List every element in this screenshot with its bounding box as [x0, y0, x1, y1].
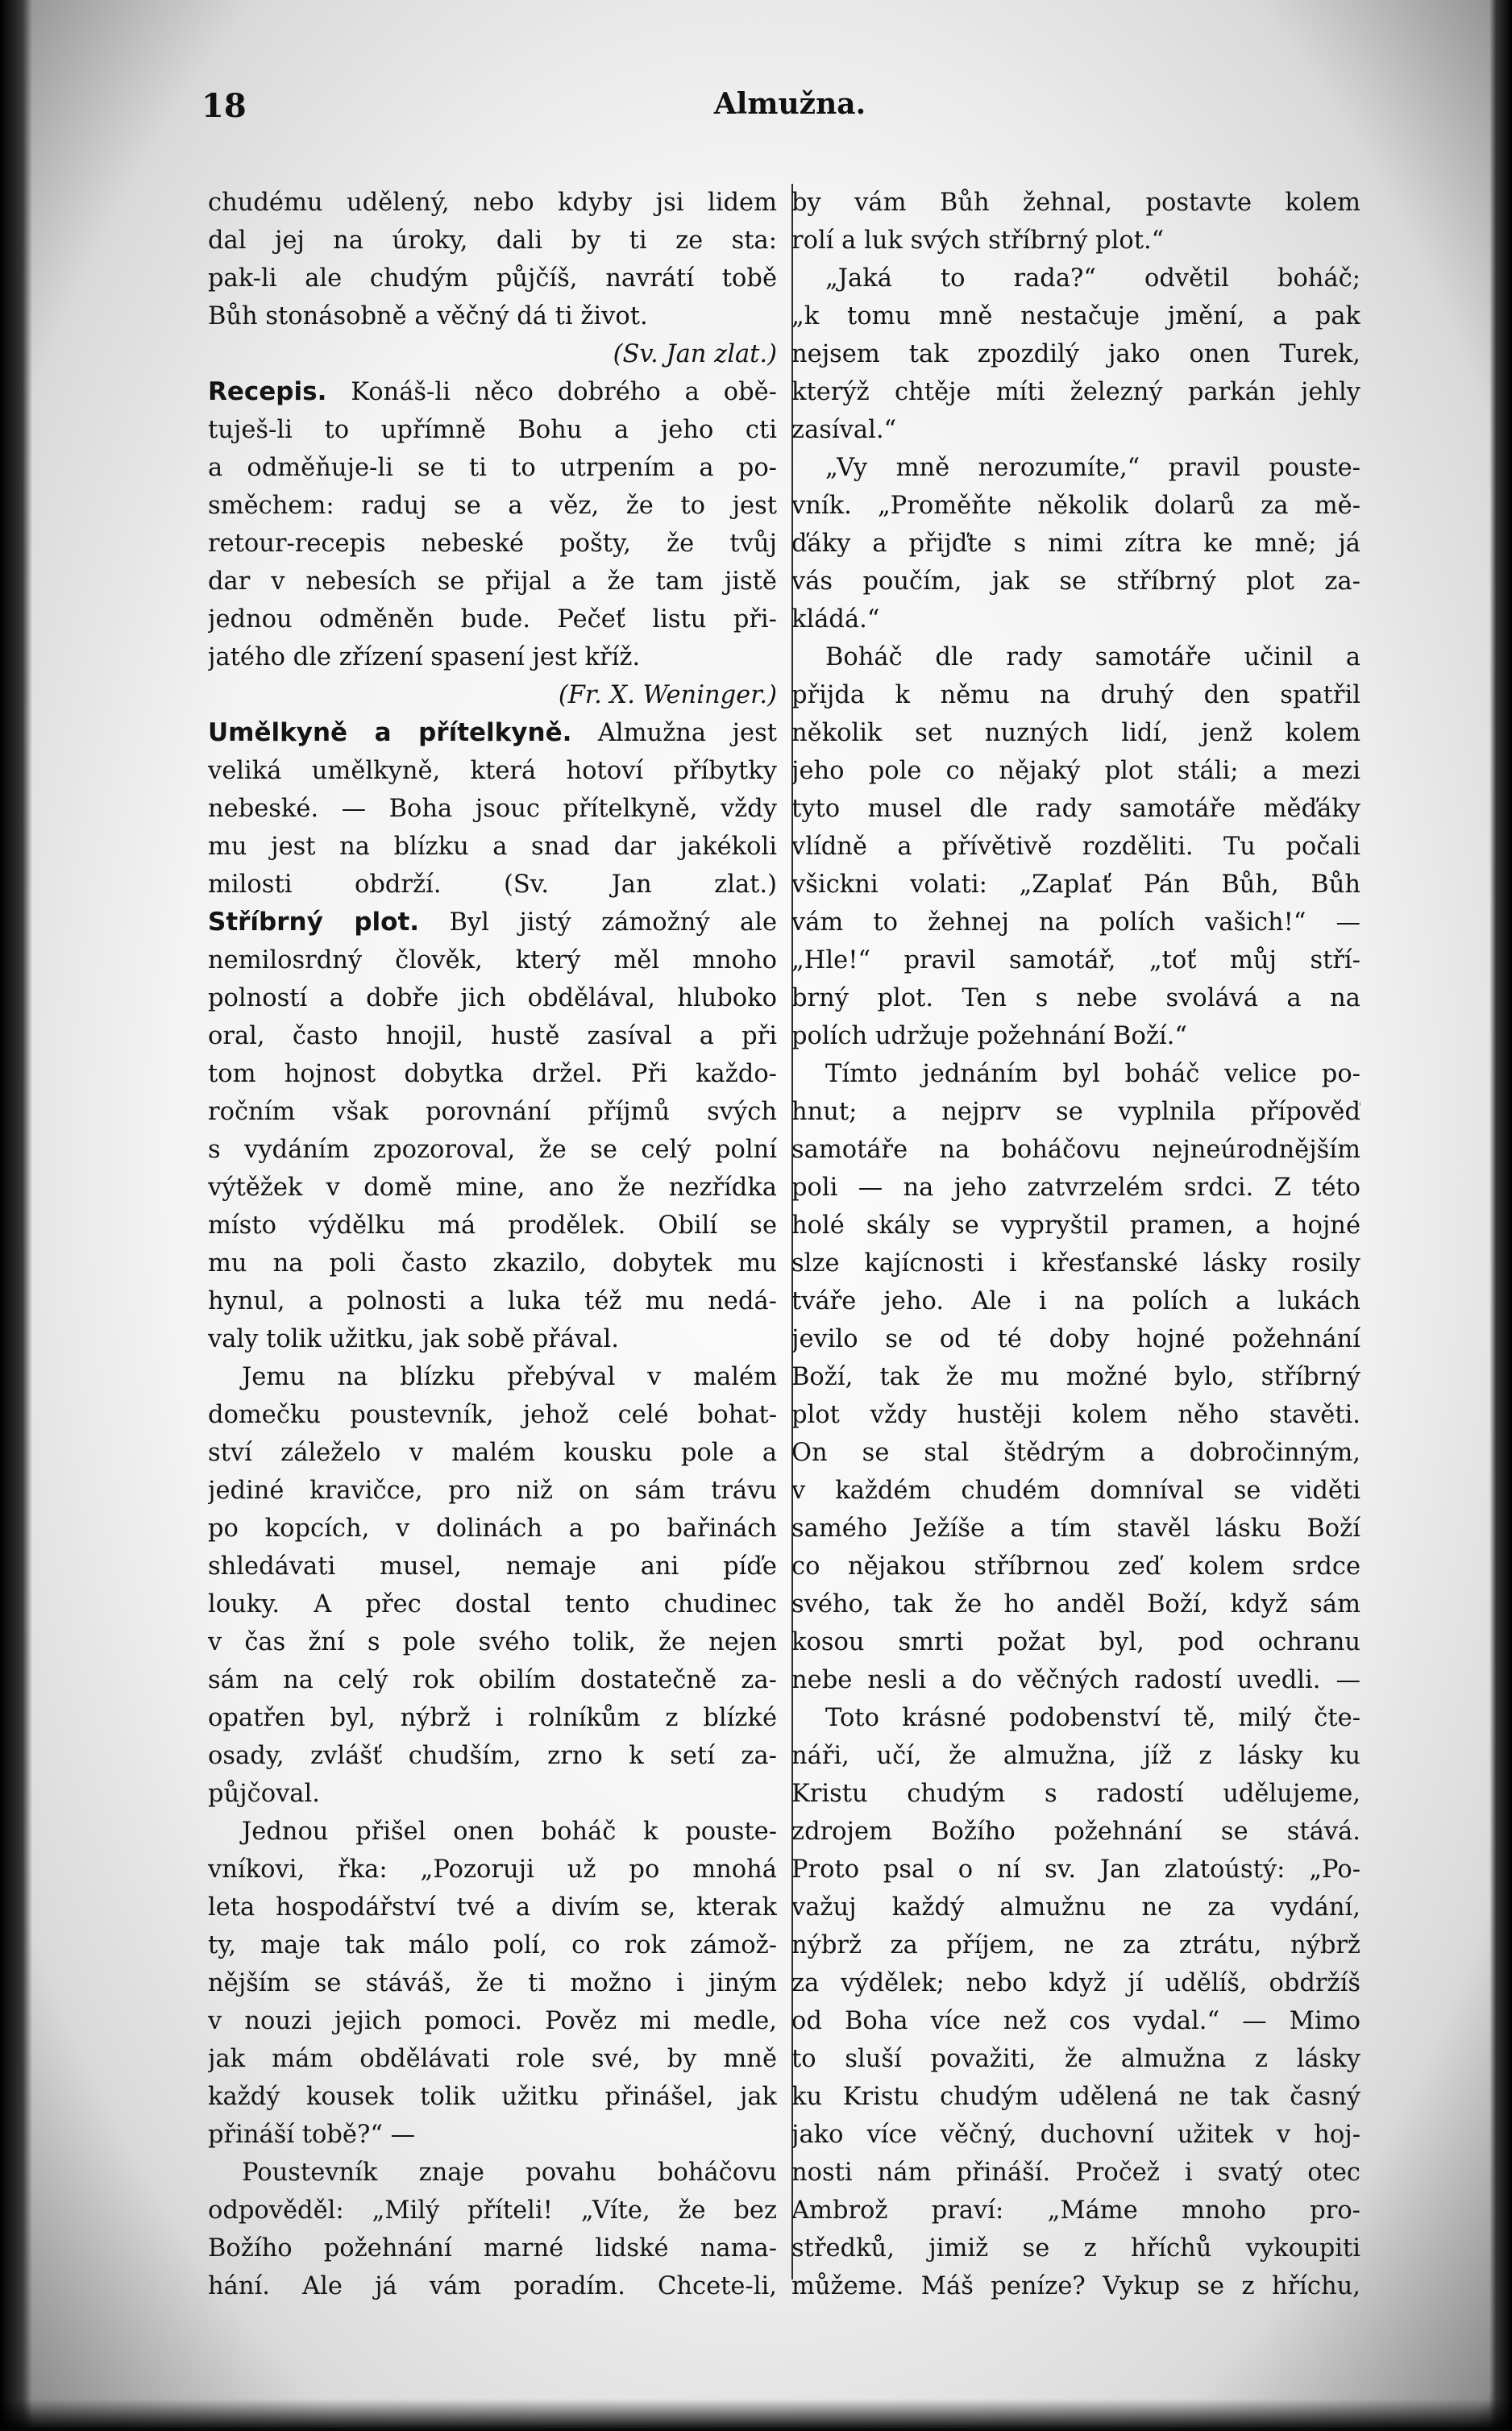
line-text: tuješ-li to upřímně Bohu a jeho cti — [208, 416, 777, 444]
text-line — [791, 1245, 1360, 1282]
line-text: směchem: raduj se a věz, že to jest — [208, 492, 777, 520]
line-text: „Jaká to rada?“ odvětil boháč; — [825, 264, 1360, 293]
line-text: louky. A přec dostal tento chudinec — [208, 1590, 777, 1619]
line-text: přináší tobě?“ — — [208, 2121, 416, 2149]
running-head — [201, 87, 1378, 127]
text-line — [791, 1434, 1360, 1472]
line-text: polích udržuje požehnání Boží.“ — [791, 1022, 1187, 1050]
text-line — [791, 373, 1360, 411]
line-text: „k tomu mně nestačuje jmění, a pak — [791, 302, 1360, 330]
text-line — [208, 941, 777, 979]
line-text: odpověděl: „Milý příteli! „Víte, že bez — [208, 2196, 777, 2225]
text-line — [791, 600, 1360, 638]
line-text: vníkovi, řka: „Pozoruji už po mnohá — [208, 1855, 777, 1884]
text-line — [791, 1169, 1360, 1207]
text-line — [208, 1055, 777, 1093]
text-line — [208, 335, 777, 373]
line-text: Boháč dle rady samotáře učinil a — [825, 643, 1360, 671]
text-line — [791, 1699, 1360, 1737]
text-line — [791, 2192, 1360, 2229]
text-line — [791, 2116, 1360, 2154]
text-line — [791, 2154, 1360, 2192]
line-text: kosou smrti požat byl, pod ochranu — [791, 1628, 1360, 1656]
text-line — [208, 1851, 777, 1889]
text-line — [791, 1623, 1360, 1661]
text-line — [791, 411, 1360, 449]
line-text: zdrojem Božího požehnání se stává. — [791, 1818, 1360, 1846]
text-line — [791, 2002, 1360, 2040]
line-text: On se stal štědrým a dobročinným, — [791, 1439, 1360, 1467]
attribution: (Fr. X. Weninger.) — [558, 681, 777, 709]
line-text: co nějakou stříbrnou zeď kolem srdce — [791, 1552, 1360, 1581]
text-line — [791, 790, 1360, 828]
line-text: hynul, a polnosti a luka též mu nedá- — [208, 1287, 777, 1315]
text-line — [791, 1017, 1360, 1055]
text-line — [208, 1813, 777, 1851]
text-line — [791, 941, 1360, 979]
line-text: važuj každý almužnu ne za vydání, — [791, 1893, 1360, 1922]
line-text: valy tolik užitku, jak sobě přával. — [208, 1325, 619, 1353]
text-line — [208, 600, 777, 638]
line-text: milosti obdrží. (Sv. Jan zlat.) — [208, 871, 777, 899]
text-line — [208, 2116, 777, 2154]
text-line — [791, 1775, 1360, 1813]
line-text: jatého dle zřízení spasení jest kříž. — [208, 643, 641, 671]
text-line — [791, 1131, 1360, 1169]
line-text: Poustevník znaje povahu boháčovu — [242, 2159, 777, 2187]
text-line — [791, 260, 1360, 297]
text-line — [208, 525, 777, 563]
line-text: v nouzi jejich pomoci. Pověz mi medle, — [208, 2007, 777, 2035]
line-text: nebeské. — Boha jsouc přítelkyně, vždy — [208, 795, 777, 823]
text-line — [208, 638, 777, 676]
text-line — [208, 1889, 777, 1926]
section-heading: Recepis. — [208, 377, 327, 406]
line-text: vás poučím, jak se stříbrný plot za- — [791, 567, 1360, 596]
line-text: Toto krásné podobenství tě, milý čte- — [825, 1704, 1360, 1732]
text-line — [208, 2040, 777, 2078]
line-text: dal jej na úroky, dali by ti ze sta: — [208, 226, 777, 255]
line-text: Proto psal o ní sv. Jan zlatoústý: „Po- — [791, 1855, 1360, 1884]
section-heading: Umělkyně a přítelkyně. — [208, 718, 572, 747]
line-text: shledávati musel, nemaje ani píďe — [208, 1552, 777, 1581]
text-line — [208, 1472, 777, 1510]
running-title: Almužna. — [713, 87, 866, 121]
line-text: Bůh stonásobně a věčný dá ti život. — [208, 302, 648, 330]
text-line — [208, 1169, 777, 1207]
line-text: několik set nuzných lidí, jenž kolem — [791, 719, 1360, 747]
line-text: ty, maje tak málo polí, co rok zámož- — [208, 1931, 777, 1959]
line-text: středků, jimiž se z hříchů vykoupiti — [791, 2234, 1360, 2263]
text-line — [791, 1661, 1360, 1699]
line-text: každý kousek tolik užitku přinášel, jak — [208, 2083, 777, 2111]
text-line — [208, 2002, 777, 2040]
line-text: Božího požehnání marné lidské nama- — [208, 2234, 777, 2263]
text-line — [791, 866, 1360, 904]
line-text: nějším se stáváš, že ti možno i jiným — [208, 1969, 777, 1997]
text-line — [208, 373, 777, 411]
text-line — [791, 449, 1360, 487]
line-text: od Boha více než cos vydal.“ — Mimo — [791, 2007, 1360, 2035]
text-line — [208, 297, 777, 335]
line-text: by vám Bůh žehnal, postavte kolem — [791, 189, 1360, 217]
text-line — [208, 2078, 777, 2116]
line-text: mu na poli často zkazilo, dobytek mu — [208, 1249, 777, 1278]
text-line — [791, 1055, 1360, 1093]
line-text: tom hojnost dobytka držel. Při každo- — [208, 1060, 777, 1088]
line-text: sám na celý rok obilím dostatečně za- — [208, 1666, 777, 1694]
text-line — [208, 1282, 777, 1320]
text-line — [208, 2229, 777, 2267]
text-line — [791, 1396, 1360, 1434]
text-line — [208, 1207, 777, 1245]
text-line — [791, 638, 1360, 676]
text-line — [208, 1926, 777, 1964]
line-text: Kristu chudým s radostí udělujeme, — [791, 1780, 1360, 1808]
line-text: půjčoval. — [208, 1780, 320, 1808]
line-text: Konáš-li něco dobrého a obě- — [326, 378, 777, 406]
text-line — [208, 1320, 777, 1358]
line-text: Tímto jednáním byl boháč velice po- — [825, 1060, 1360, 1088]
text-line — [208, 487, 777, 525]
line-text: kládá.“ — [791, 605, 880, 634]
text-line — [208, 1131, 777, 1169]
line-text: Jemu na blízku přebýval v malém — [242, 1363, 777, 1391]
line-text: v čas žní s pole svého tolik, že nejen — [208, 1628, 777, 1656]
text-line — [208, 1434, 777, 1472]
text-line — [791, 828, 1360, 866]
line-text: domečku poustevník, jehož celé bohat- — [208, 1401, 777, 1429]
text-line — [791, 222, 1360, 260]
text-line — [208, 752, 777, 790]
text-line — [208, 563, 777, 600]
line-text: polností a dobře jich obdělával, hluboko — [208, 984, 777, 1012]
text-line — [791, 1585, 1360, 1623]
text-line — [791, 2229, 1360, 2267]
line-text: hnut; a nejprv se vyplnila přípověď — [791, 1098, 1360, 1126]
line-text: Byl jistý zámožný ale — [419, 908, 777, 937]
line-text: brný plot. Ten s nebe svolává a na — [791, 984, 1360, 1012]
line-text: samotáře na boháčovu nejneúrodnějším — [791, 1136, 1360, 1164]
text-line — [208, 1661, 777, 1699]
line-text: poli — na jeho zatvrzelém srdci. Z této — [791, 1174, 1360, 1202]
line-text: s vydáním zpozoroval, že se celý polní — [208, 1136, 777, 1164]
line-text: zasíval.“ — [791, 416, 897, 444]
text-line — [791, 1282, 1360, 1320]
line-text: tyto musel dle rady samotáře měďáky — [791, 795, 1360, 823]
text-line — [208, 1775, 777, 1813]
page-edge-bottom — [0, 2399, 1512, 2431]
text-line — [791, 1926, 1360, 1964]
line-text: samého Ježíše a tím stavěl lásku Boží — [791, 1515, 1360, 1543]
line-text: hání. Ale já vám poradím. Chcete-li, — [208, 2272, 777, 2300]
text-line — [208, 222, 777, 260]
line-text: mu jest na blízku a snad dar jakékoli — [208, 833, 777, 861]
text-line — [791, 1889, 1360, 1926]
line-text: nejsem tak zpozdilý jako onen Turek, — [791, 340, 1360, 368]
line-text: výtěžek v domě mine, ano že nezřídka — [208, 1174, 777, 1202]
line-text: místo výdělku má prodělek. Obilí se — [208, 1211, 777, 1240]
text-line — [208, 1737, 777, 1775]
line-text: vám to žehnej na polích vašich!“ — — [791, 908, 1360, 937]
text-line — [208, 904, 777, 941]
line-text: slze kajícnosti i křesťanské lásky rosily — [791, 1249, 1360, 1278]
line-text: tváře jeho. Ale i na polích a lukách — [791, 1287, 1360, 1315]
line-text: jak mám obdělávati role své, by mně — [208, 2045, 777, 2073]
line-text: rolí a luk svých stříbrný plot.“ — [791, 226, 1165, 255]
text-line — [791, 1207, 1360, 1245]
line-text: náři, učí, že almužna, jíž z lásky ku — [791, 1742, 1360, 1770]
text-line — [791, 1737, 1360, 1775]
text-line — [208, 1964, 777, 2002]
line-text: svého, tak že ho anděl Boží, když sám — [791, 1590, 1360, 1619]
line-text: Almužna jest — [571, 719, 777, 747]
line-text: jediné kravičce, pro niž on sám trávu — [208, 1477, 777, 1505]
line-text: po kopcích, v dolinách a po bařinách — [208, 1515, 777, 1543]
text-line — [791, 525, 1360, 563]
line-text: kterýž chtěje míti železný parkán jehly — [791, 378, 1360, 406]
text-line — [791, 184, 1360, 222]
text-line — [208, 1623, 777, 1661]
text-line — [791, 1964, 1360, 2002]
text-line — [208, 1699, 777, 1737]
text-line — [208, 1548, 777, 1585]
line-text: ročním však porovnání příjmů svých — [208, 1098, 777, 1126]
page-number: 18 — [201, 87, 247, 125]
line-text: vlídně a přívětivě rozděliti. Tu počali — [791, 833, 1360, 861]
text-line — [791, 1358, 1360, 1396]
page-edge-left — [0, 0, 32, 2431]
left-column — [208, 184, 777, 2305]
line-text: retour-recepis nebeské pošty, že tvůj — [208, 530, 777, 558]
line-text: přijda k němu na druhý den spatřil — [791, 681, 1360, 709]
line-text: chudému udělený, nebo kdyby jsi lidem — [208, 189, 777, 217]
text-line — [208, 979, 777, 1017]
line-text: Ambrož praví: „Máme mnoho pro- — [791, 2196, 1360, 2225]
line-text: nemilosrdný člověk, který měl mnoho — [208, 946, 777, 974]
text-line — [791, 979, 1360, 1017]
line-text: osady, zvlášť chudším, zrno k setí za- — [208, 1742, 777, 1770]
line-text: to sluší považiti, že almužna z lásky — [791, 2045, 1360, 2073]
text-line — [208, 2154, 777, 2192]
line-text: a odměňuje-li se ti to utrpením a po- — [208, 454, 777, 482]
text-line — [791, 2078, 1360, 2116]
text-line — [208, 260, 777, 297]
line-text: „Vy mně nerozumíte,“ pravil pouste- — [825, 454, 1360, 482]
line-text: jeho pole co nějaký plot stáli; a mezi — [791, 757, 1360, 785]
text-line — [791, 676, 1360, 714]
line-text: jednou odměněn bude. Pečeť listu při- — [208, 605, 777, 634]
line-text: veliká umělkyně, která hotoví příbytky — [208, 757, 777, 785]
line-text: jevilo se od té doby hojné požehnání — [791, 1325, 1360, 1353]
line-text: oral, často hnojil, hustě zasíval a při — [208, 1022, 777, 1050]
line-text: dar v nebesích se přijal a že tam jistě — [208, 567, 777, 596]
line-text: můžeme. Máš peníze? Vykup se z hříchu, — [791, 2272, 1360, 2300]
line-text: pak-li ale chudým půjčíš, navrátí tobě — [208, 264, 777, 293]
line-text: ku Kristu chudým udělená ne tak časný — [791, 2083, 1360, 2111]
text-line — [791, 297, 1360, 335]
text-line — [208, 184, 777, 222]
line-text: v každém chudém domníval se viděti — [791, 1477, 1360, 1505]
line-text: Boží, tak že mu možné bylo, stříbrný — [791, 1363, 1360, 1391]
text-line — [791, 1093, 1360, 1131]
text-line — [791, 752, 1360, 790]
text-line — [208, 1585, 777, 1623]
text-line — [208, 1017, 777, 1055]
text-line — [208, 1396, 777, 1434]
page-edge-right — [1489, 0, 1512, 2431]
text-line — [208, 866, 777, 904]
text-line — [791, 1548, 1360, 1585]
text-line — [208, 828, 777, 866]
text-line — [208, 449, 777, 487]
text-line — [791, 563, 1360, 600]
text-line — [208, 2267, 777, 2305]
text-line — [791, 1320, 1360, 1358]
section-heading: Stříbrný plot. — [208, 908, 420, 937]
line-text: opatřen byl, nýbrž i rolníkům z blízké — [208, 1704, 777, 1732]
line-text: nebe nesli a do věčných radostí uvedli. — — [791, 1666, 1360, 1694]
line-text: jako více věčný, duchovní užitek v hoj- — [791, 2121, 1360, 2149]
text-line — [208, 714, 777, 752]
line-text: plot vždy hustěji kolem něho stavěti. — [791, 1401, 1360, 1429]
text-line — [791, 335, 1360, 373]
text-line — [208, 1093, 777, 1131]
text-line — [791, 904, 1360, 941]
line-text: „Hle!“ pravil samotář, „toť můj stří- — [791, 946, 1360, 974]
line-text: vník. „Proměňte několik dolarů za mě- — [791, 492, 1360, 520]
attribution: (Sv. Jan zlat.) — [613, 340, 777, 368]
right-column — [791, 184, 1360, 2305]
line-text: Jednou přišel onen boháč k pouste- — [242, 1818, 777, 1846]
text-line — [791, 2267, 1360, 2305]
text-line — [208, 2192, 777, 2229]
line-text: holé skály se vypryštil pramen, a hojné — [791, 1211, 1360, 1240]
line-text: ství záleželo v malém kousku pole a — [208, 1439, 777, 1467]
line-text: nosti nám přináší. Pročež i svatý otec — [791, 2159, 1360, 2187]
line-text: za výdělek; nebo když jí udělíš, obdržíš — [791, 1969, 1360, 1997]
line-text: ďáky a přijďte s nimi zítra ke mně; já — [791, 530, 1360, 558]
text-line — [208, 1358, 777, 1396]
line-text: všickni volati: „Zaplať Pán Bůh, Bůh — [791, 871, 1360, 899]
text-line — [208, 1510, 777, 1548]
text-line — [791, 714, 1360, 752]
text-line — [208, 676, 777, 714]
text-line — [791, 487, 1360, 525]
line-text: nýbrž za příjem, ne za ztrátu, nýbrž — [791, 1931, 1360, 1959]
text-line — [208, 790, 777, 828]
text-line — [791, 2040, 1360, 2078]
text-line — [791, 1851, 1360, 1889]
text-line — [791, 1813, 1360, 1851]
text-line — [208, 1245, 777, 1282]
line-text: leta hospodářství tvé a divím se, kterak — [208, 1893, 777, 1922]
text-line — [791, 1510, 1360, 1548]
text-line — [208, 411, 777, 449]
text-line — [791, 1472, 1360, 1510]
